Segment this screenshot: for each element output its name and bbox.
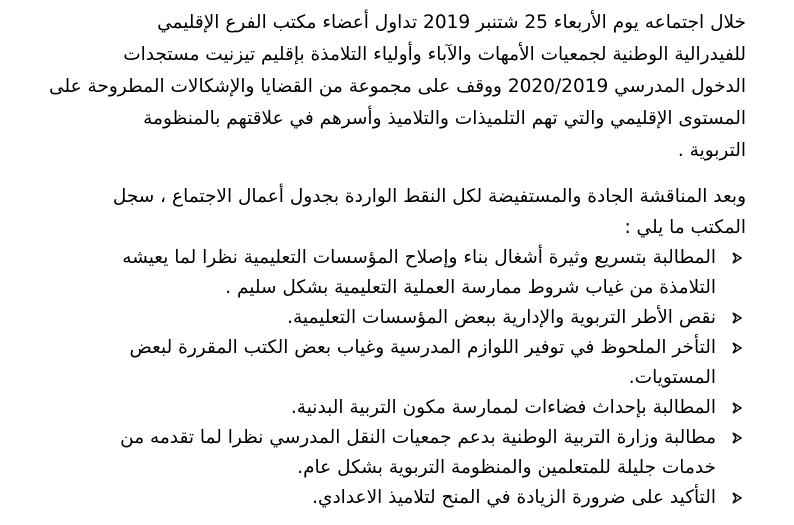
arrow-head-icon [728,423,746,453]
list-item-5-line-2: خدمات جليلة للمتعلمين والمنظومة التربوية بشكل عام. [297,457,716,478]
list-item-1-line-2: التلامذة من غياب شروط ممارسة العملية التعليمية بشكل سليم . [225,277,716,298]
list-item-6: التأكيد على ضرورة الزيادة في المنح لتلاميذ الاعدادي. [312,483,716,513]
list-item-5-line-1: مطالبة وزارة التربية الوطنية بدعم جمعيات النقل المدرسي نظرا لما تقدمه من [120,423,716,453]
paragraph-2-line-1: وبعد المناقشة الجادة والمستفيضة لكل النقط الواردة بجدول أعمال الاجتماع ، سجل [112,186,746,207]
arrow-head-icon [728,483,746,513]
paragraph-2-line-2: المكتب ما يلي : [624,217,746,238]
paragraph-1-line-4: المستوى الإقليمي والتي تهم التلميذات والتلاميذ وأسرهم في علاقتهم بالمنظومة [143,108,746,129]
list-item-1-line-1: المطالبة بتسريع وثيرة أشغال بناء وإصلاح المؤسسات التعليمية نظرا لما يعيشه [122,243,716,273]
paragraph-1-line-2: للفيدرالية الوطنية لجمعيات الأمهات والآباء وأولياء التلامذة بإقليم تيزنيت مستجدات [123,44,746,65]
arrow-head-icon [728,243,746,273]
paragraph-1-line-3: الدخول المدرسي 2020/2019 ووقف على مجموعة من القضايا والإشكالات المطروحة على [49,76,746,97]
arrow-head-icon [728,333,746,363]
paragraph-1-line-5: التربوية . [677,140,746,161]
list-item-3-line-2: المستويات. [628,367,716,388]
list-item-2: نقص الأطر التربوية والإدارية ببعض المؤسسات التعليمية. [287,303,716,333]
arrow-head-icon [728,303,746,333]
list-item-3-line-1: التأخر الملحوظ في توفير اللوازم المدرسية وغياب بعض الكتب المقررة لبعض [129,333,716,363]
paragraph-1-line-1: خلال اجتماعه يوم الأربعاء 25 شتنبر 2019 تداول أعضاء مكتب الفرع الإقليمي [157,12,746,33]
list-item-4: المطالبة بإحداث فضاءات لممارسة مكون التربية البدنية. [291,393,716,423]
arrow-head-icon [728,393,746,423]
